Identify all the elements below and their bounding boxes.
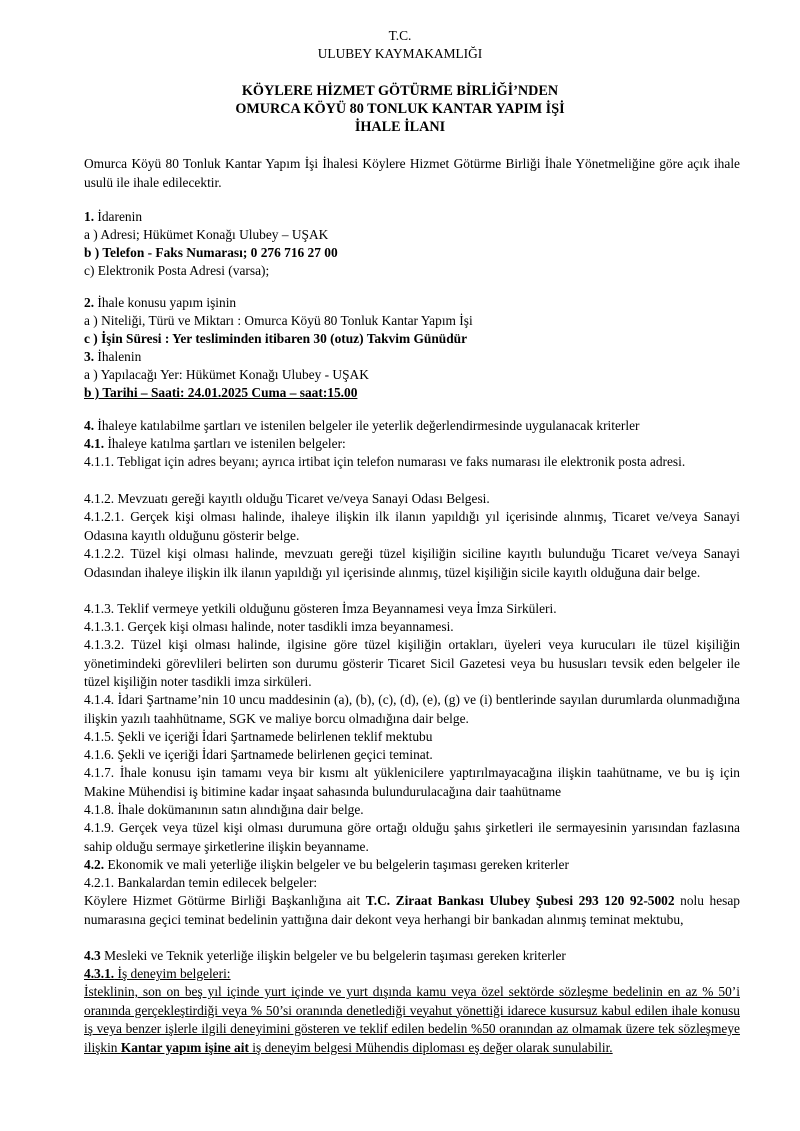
item-4-3-1: 4.3.1. İş deneyim belgeleri: xyxy=(84,966,231,981)
title-line-2: OMURCA KÖYÜ 80 TONLUK KANTAR YAPIM İŞİ xyxy=(235,101,565,117)
item-4-1-2-1: 4.1.2.1. Gerçek kişi olması halinde, ihaleye ilişkin ilk ilanın yapıldığı yıl içerisinde alınmış, Ticaret ve/veya Sanayi Odasına kayıtlı olduğunu gösterir belge. xyxy=(84,509,740,543)
item-4-2-heading: 4.2. Ekonomik ve mali yeterliğe ilişkin belgeler ve bu belgelerin taşıması gereken kriterler xyxy=(84,857,569,872)
item-4-1-3-2: 4.1.3.2. Tüzel kişi olması halinde, ilgisine göre tüzel kişiliğin ortakları, üyeleri veya kurucuları ile tüzel kişiliğin yönetimindeki görevlileri belirten son durumu gösterir Ticaret Sicil Gazetesi veya bu hususları tevsik eden belgeler ile tüzel kişiliğin noter tasdikli imza sirküleri. xyxy=(84,637,740,689)
item-4-1-4: 4.1.4. İdari Şartname’nin 10 uncu maddesinin (a), (b), (c), (d), (e), (g) ve (i) bentlerinde sayılan durumlarda olunmadığına ilişkin yazılı taahhütname, SGK ve maliye borcu olmadığına dair belge. xyxy=(84,692,740,726)
item-4-1-3: 4.1.3. Teklif vermeye yetkili olduğunu gösteren İmza Beyannamesi veya İmza Sirküleri. xyxy=(84,601,557,616)
intro-paragraph: Omurca Köyü 80 Tonluk Kantar Yapım İşi İhalesi Köylere Hizmet Götürme Birliği İhale Yönetmeliğine göre açık ihale usulü ile ihale edilecektir. xyxy=(84,156,740,190)
item-4-1-1: 4.1.1. Tebligat için adres beyanı; ayrıca irtibat için telefon numarası ve faks numarası ile elektronik posta adresi. xyxy=(84,454,686,469)
section-3-heading: 3. İhalenin xyxy=(84,349,142,364)
section-3-place: a ) Yapılacağı Yer: Hükümet Konağı Ulubey - UŞAK xyxy=(84,367,369,382)
title-line-1: KÖYLERE HİZMET GÖTÜRME BİRLİĞİ’NDEN xyxy=(241,83,559,99)
section-2-heading: 2. İhale konusu yapım işinin xyxy=(84,295,237,310)
experience-paragraph: İsteklinin, son on beş yıl içinde yurt içinde ve yurt dışında kamu veya özel sektörde sözleşme bedelinin en az % 50’i oranında gerçekleştirdiği veya % 50’si oranında denetlediği veyahut yönettiği idarece kusursuz kabul edilen ihale konusu iş veya benzer işlerle ilgili deneyimini gösteren ve teklif edilen bedelin %50 oranından az olmamak üzere tek sözleşmeye ilişkin Kantar yapım işine ait iş deneyim belgesi Mühendis diploması eş değer olarak sunulabilir. xyxy=(84,984,740,1055)
item-4-1-2: 4.1.2. Mevzuatı gereği kayıtlı olduğu Ticaret ve/veya Sanayi Odası Belgesi. xyxy=(84,491,490,506)
section-1-address: a ) Adresi; Hükümet Konağı Ulubey – UŞAK xyxy=(84,227,329,242)
section-1-heading: 1. İdarenin xyxy=(84,209,143,224)
header-kaymakamlik: ULUBEY KAYMAKAMLIĞI xyxy=(317,46,483,61)
item-4-1-5: 4.1.5. Şekli ve içeriği İdari Şartnamede belirlenen teklif mektubu xyxy=(84,729,433,744)
item-4-3-heading: 4.3 Mesleki ve Teknik yeterliğe ilişkin belgeler ve bu belgelerin taşıması gereken kriterler xyxy=(84,948,566,963)
bank-paragraph: Köylere Hizmet Götürme Birliği Başkanlığına ait T.C. Ziraat Bankası Ulubey Şubesi 293 120 92-5002 nolu hesap numarasına geçici teminat bedelinin yattığına dair dekont veya herhangi bir bankadan alınmış teminat mektubu, xyxy=(84,893,740,927)
title-line-3: İHALE İLANI xyxy=(354,119,446,135)
item-4-1-heading: 4.1. İhaleye katılma şartları ve istenilen belgeler: xyxy=(84,436,346,451)
header-tc: T.C. xyxy=(388,28,412,43)
item-4-1-6: 4.1.6. Şekli ve içeriği İdari Şartnamede belirlenen geçici teminat. xyxy=(84,747,433,762)
item-4-1-3-1: 4.1.3.1. Gerçek kişi olması halinde, noter tasdikli imza beyannamesi. xyxy=(84,619,454,634)
section-1-phone: b ) Telefon - Faks Numarası; 0 276 716 27 00 xyxy=(84,245,338,260)
item-4-2-1: 4.2.1. Bankalardan temin edilecek belgeler: xyxy=(84,875,318,890)
item-4-1-2-2: 4.1.2.2. Tüzel kişi olması halinde, mevzuatı gereği tüzel kişiliğin siciline kayıtlı bulunduğu Ticaret ve/veya Sanayi Odasından ihaleye ilişkin ilk ilanın yapıldığı yıl içerisinde alınmış, tüzel kişiliğin sicile kayıtlı olduğuna dair belge. xyxy=(84,546,740,580)
item-4-1-8: 4.1.8. İhale dokümanının satın alındığına dair belge. xyxy=(84,802,364,817)
section-4-heading: 4. İhaleye katılabilme şartları ve istenilen belgeler ile yeterlik değerlendirmesinde uygulanacak kriterler xyxy=(84,418,640,433)
section-2-nature: a ) Niteliği, Türü ve Miktarı : Omurca Köyü 80 Tonluk Kantar Yapım İşi xyxy=(84,313,473,328)
item-4-1-9: 4.1.9. Gerçek veya tüzel kişi olması durumuna göre ortağı olduğu şahıs şirketleri ile sermayesinin yarısından fazlasına sahip olduğu sermaye şirketlerine ilişkin beyanname. xyxy=(84,820,740,854)
section-3-date: b ) Tarihi – Saati: 24.01.2025 Cuma – saat:15.00 xyxy=(84,385,358,400)
section-1-email: c) Elektronik Posta Adresi (varsa); xyxy=(84,263,270,278)
section-2-duration: c ) İşin Süresi : Yer tesliminden itibaren 30 (otuz) Takvim Günüdür xyxy=(84,331,468,346)
item-4-1-7: 4.1.7. İhale konusu işin tamamı veya bir kısmı alt yüklenicilere yaptırılmayacağına ilişkin taahütname, ve bu iş için Makine Mühendisi iş bitimine kadar inşaat sahasında bulundurulacağına dair taahütname xyxy=(84,765,740,799)
